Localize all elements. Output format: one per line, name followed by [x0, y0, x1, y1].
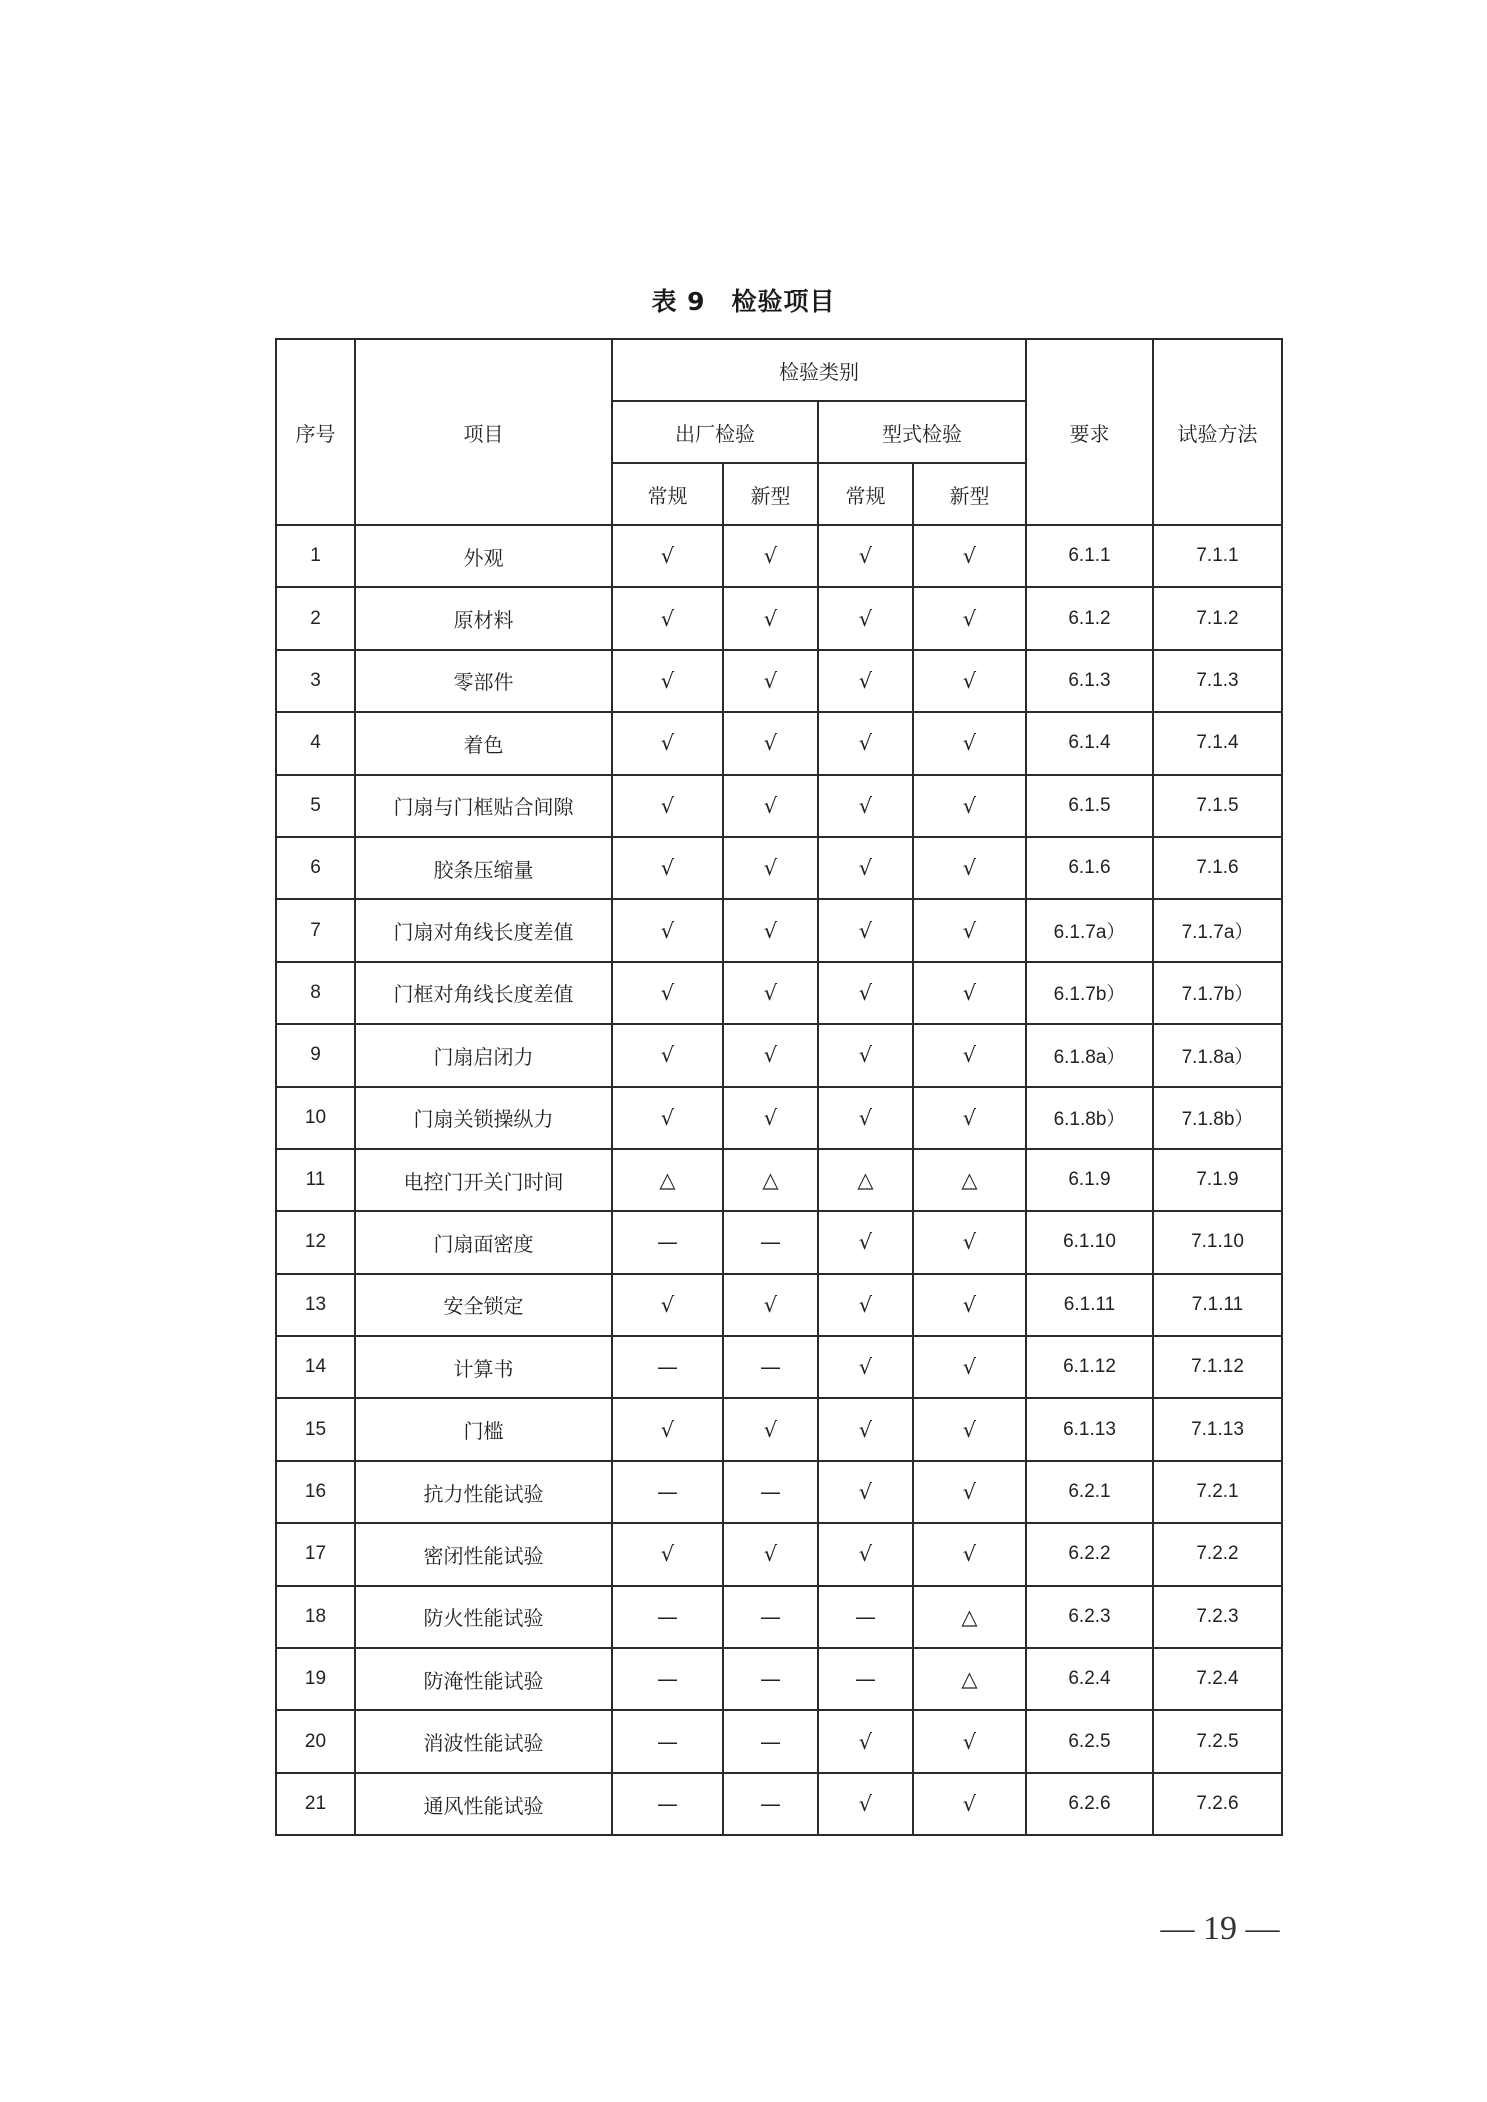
row-requirement-cell: 6.1.13: [1026, 1398, 1153, 1460]
row-type-regular-cell: √: [818, 1710, 913, 1772]
row-factory-new-cell: √: [723, 1274, 818, 1336]
row-type-new-cell: √: [913, 1398, 1026, 1460]
row-seq-cell: 10: [276, 1087, 355, 1149]
row-type-new-cell: √: [913, 962, 1026, 1024]
header-category: 检验类别: [612, 339, 1026, 401]
row-method-cell: 7.1.6: [1153, 837, 1282, 899]
table-row: [276, 1336, 1282, 1398]
row-type-regular-cell: √: [818, 1274, 913, 1336]
row-factory-regular-cell: —: [612, 1710, 723, 1772]
row-factory-new-cell: √: [723, 1398, 818, 1460]
row-method-cell: 7.2.4: [1153, 1648, 1282, 1710]
row-method-cell: 7.1.7b）: [1153, 962, 1282, 1024]
table-row: [276, 712, 1282, 774]
row-method-cell: 7.1.4: [1153, 712, 1282, 774]
row-requirement-cell: 6.1.6: [1026, 837, 1153, 899]
row-requirement-cell: 6.1.8a）: [1026, 1024, 1153, 1086]
row-factory-new-cell: △: [723, 1149, 818, 1211]
row-item-cell: 防淹性能试验: [355, 1648, 612, 1710]
row-item-cell: 抗力性能试验: [355, 1461, 612, 1523]
row-type-regular-cell: √: [818, 1336, 913, 1398]
table-row: [276, 1211, 1282, 1273]
row-seq-cell: 18: [276, 1586, 355, 1648]
header-requirement: 要求: [1026, 339, 1153, 525]
row-type-regular-cell: √: [818, 962, 913, 1024]
row-requirement-cell: 6.1.7a）: [1026, 899, 1153, 961]
table-row: [276, 1523, 1282, 1585]
row-method-cell: 7.1.1: [1153, 525, 1282, 587]
row-factory-new-cell: —: [723, 1648, 818, 1710]
row-seq-cell: 15: [276, 1398, 355, 1460]
row-seq-cell: 1: [276, 525, 355, 587]
row-factory-new-cell: √: [723, 899, 818, 961]
row-factory-new-cell: √: [723, 650, 818, 712]
row-type-new-cell: √: [913, 525, 1026, 587]
row-method-cell: 7.1.8b）: [1153, 1087, 1282, 1149]
row-seq-cell: 20: [276, 1710, 355, 1772]
row-method-cell: 7.1.12: [1153, 1336, 1282, 1398]
table-row: [276, 899, 1282, 961]
header-factory-new: 新型: [723, 463, 818, 525]
row-factory-new-cell: √: [723, 1024, 818, 1086]
inspection-items-table: [275, 338, 1283, 1836]
row-type-regular-cell: —: [818, 1648, 913, 1710]
row-factory-regular-cell: √: [612, 1024, 723, 1086]
row-factory-new-cell: —: [723, 1336, 818, 1398]
row-type-new-cell: √: [913, 712, 1026, 774]
row-seq-cell: 5: [276, 775, 355, 837]
row-requirement-cell: 6.2.6: [1026, 1773, 1153, 1835]
row-method-cell: 7.2.3: [1153, 1586, 1282, 1648]
row-factory-regular-cell: √: [612, 712, 723, 774]
row-factory-regular-cell: √: [612, 837, 723, 899]
row-item-cell: 门扇对角线长度差值: [355, 899, 612, 961]
row-requirement-cell: 6.1.3: [1026, 650, 1153, 712]
row-method-cell: 7.2.1: [1153, 1461, 1282, 1523]
row-requirement-cell: 6.1.9: [1026, 1149, 1153, 1211]
row-method-cell: 7.1.7a）: [1153, 899, 1282, 961]
table-row: [276, 1398, 1282, 1460]
row-item-cell: 零部件: [355, 650, 612, 712]
table-row: [276, 587, 1282, 649]
row-item-cell: 原材料: [355, 587, 612, 649]
row-factory-regular-cell: —: [612, 1211, 723, 1273]
row-requirement-cell: 6.1.1: [1026, 525, 1153, 587]
row-type-new-cell: √: [913, 899, 1026, 961]
header-type-regular: 常规: [818, 463, 913, 525]
row-item-cell: 门槛: [355, 1398, 612, 1460]
row-factory-new-cell: √: [723, 525, 818, 587]
table-row: [276, 1648, 1282, 1710]
row-factory-regular-cell: √: [612, 1398, 723, 1460]
table-row: [276, 1274, 1282, 1336]
row-factory-new-cell: √: [723, 962, 818, 1024]
row-requirement-cell: 6.1.7b）: [1026, 962, 1153, 1024]
row-factory-regular-cell: —: [612, 1648, 723, 1710]
row-type-regular-cell: √: [818, 525, 913, 587]
row-factory-new-cell: √: [723, 1087, 818, 1149]
row-type-regular-cell: √: [818, 837, 913, 899]
header-method: 试验方法: [1153, 339, 1282, 525]
table-row: [276, 525, 1282, 587]
row-factory-regular-cell: —: [612, 1586, 723, 1648]
header-item: 项目: [355, 339, 612, 525]
row-item-cell: 门扇与门框贴合间隙: [355, 775, 612, 837]
row-factory-regular-cell: √: [612, 899, 723, 961]
row-seq-cell: 3: [276, 650, 355, 712]
row-method-cell: 7.1.8a）: [1153, 1024, 1282, 1086]
table-row: [276, 1710, 1282, 1772]
header-type-inspection: 型式检验: [818, 401, 1026, 463]
row-method-cell: 7.1.3: [1153, 650, 1282, 712]
row-item-cell: 胶条压缩量: [355, 837, 612, 899]
row-type-new-cell: √: [913, 1523, 1026, 1585]
row-factory-regular-cell: √: [612, 525, 723, 587]
row-seq-cell: 4: [276, 712, 355, 774]
row-factory-regular-cell: √: [612, 650, 723, 712]
table-row: [276, 775, 1282, 837]
row-type-new-cell: △: [913, 1648, 1026, 1710]
row-type-new-cell: √: [913, 587, 1026, 649]
row-requirement-cell: 6.1.5: [1026, 775, 1153, 837]
row-seq-cell: 11: [276, 1149, 355, 1211]
row-factory-regular-cell: √: [612, 962, 723, 1024]
table-caption: [0, 282, 1487, 318]
row-item-cell: 门扇面密度: [355, 1211, 612, 1273]
row-item-cell: 安全锁定: [355, 1274, 612, 1336]
row-seq-cell: 9: [276, 1024, 355, 1086]
row-type-new-cell: √: [913, 1461, 1026, 1523]
row-type-regular-cell: √: [818, 1461, 913, 1523]
row-seq-cell: 17: [276, 1523, 355, 1585]
row-factory-regular-cell: △: [612, 1149, 723, 1211]
row-type-regular-cell: √: [818, 650, 913, 712]
row-item-cell: 密闭性能试验: [355, 1523, 612, 1585]
row-item-cell: 门框对角线长度差值: [355, 962, 612, 1024]
table-row: [276, 1461, 1282, 1523]
row-factory-new-cell: √: [723, 837, 818, 899]
row-requirement-cell: 6.2.3: [1026, 1586, 1153, 1648]
row-factory-regular-cell: √: [612, 1087, 723, 1149]
table-row: [276, 1773, 1282, 1835]
row-requirement-cell: 6.1.11: [1026, 1274, 1153, 1336]
row-type-new-cell: √: [913, 1087, 1026, 1149]
row-type-new-cell: √: [913, 650, 1026, 712]
row-factory-new-cell: √: [723, 775, 818, 837]
row-type-regular-cell: √: [818, 712, 913, 774]
row-requirement-cell: 6.2.5: [1026, 1710, 1153, 1772]
table-row: [276, 962, 1282, 1024]
row-factory-regular-cell: —: [612, 1773, 723, 1835]
row-type-new-cell: √: [913, 1211, 1026, 1273]
row-type-regular-cell: —: [818, 1586, 913, 1648]
table-row: [276, 1087, 1282, 1149]
row-type-new-cell: △: [913, 1586, 1026, 1648]
row-requirement-cell: 6.1.4: [1026, 712, 1153, 774]
row-factory-regular-cell: —: [612, 1336, 723, 1398]
row-requirement-cell: 6.1.12: [1026, 1336, 1153, 1398]
row-factory-new-cell: —: [723, 1710, 818, 1772]
row-factory-new-cell: —: [723, 1461, 818, 1523]
row-item-cell: 外观: [355, 525, 612, 587]
table-body: [276, 525, 1282, 1835]
row-requirement-cell: 6.1.2: [1026, 587, 1153, 649]
row-requirement-cell: 6.1.10: [1026, 1211, 1153, 1273]
row-factory-new-cell: —: [723, 1211, 818, 1273]
row-seq-cell: 8: [276, 962, 355, 1024]
row-item-cell: 电控门开关门时间: [355, 1149, 612, 1211]
row-type-regular-cell: √: [818, 1773, 913, 1835]
row-item-cell: 着色: [355, 712, 612, 774]
row-type-new-cell: √: [913, 1024, 1026, 1086]
table-header: [276, 339, 1282, 525]
row-type-regular-cell: √: [818, 899, 913, 961]
row-type-new-cell: √: [913, 775, 1026, 837]
row-type-regular-cell: √: [818, 1523, 913, 1585]
row-factory-regular-cell: √: [612, 775, 723, 837]
row-requirement-cell: 6.2.2: [1026, 1523, 1153, 1585]
row-factory-new-cell: √: [723, 587, 818, 649]
table-row: [276, 1024, 1282, 1086]
row-item-cell: 防火性能试验: [355, 1586, 612, 1648]
row-factory-new-cell: √: [723, 712, 818, 774]
row-seq-cell: 7: [276, 899, 355, 961]
row-method-cell: 7.1.11: [1153, 1274, 1282, 1336]
header-factory-regular: 常规: [612, 463, 723, 525]
row-type-new-cell: √: [913, 1274, 1026, 1336]
row-factory-new-cell: —: [723, 1586, 818, 1648]
row-seq-cell: 14: [276, 1336, 355, 1398]
table-row: [276, 837, 1282, 899]
row-seq-cell: 16: [276, 1461, 355, 1523]
header-factory-inspection: 出厂检验: [612, 401, 818, 463]
row-item-cell: 消波性能试验: [355, 1710, 612, 1772]
row-type-new-cell: △: [913, 1149, 1026, 1211]
row-method-cell: 7.1.13: [1153, 1398, 1282, 1460]
row-seq-cell: 19: [276, 1648, 355, 1710]
row-factory-regular-cell: √: [612, 587, 723, 649]
row-seq-cell: 13: [276, 1274, 355, 1336]
row-requirement-cell: 6.2.1: [1026, 1461, 1153, 1523]
row-type-regular-cell: √: [818, 1398, 913, 1460]
row-seq-cell: 2: [276, 587, 355, 649]
row-type-regular-cell: △: [818, 1149, 913, 1211]
row-type-regular-cell: √: [818, 1087, 913, 1149]
row-seq-cell: 6: [276, 837, 355, 899]
table-row: [276, 1586, 1282, 1648]
row-method-cell: 7.1.9: [1153, 1149, 1282, 1211]
row-seq-cell: 21: [276, 1773, 355, 1835]
row-factory-regular-cell: √: [612, 1274, 723, 1336]
row-type-regular-cell: √: [818, 775, 913, 837]
row-factory-regular-cell: √: [612, 1523, 723, 1585]
table-title: 检验项目: [731, 287, 836, 316]
page-number: — 19 —: [1160, 1910, 1280, 1947]
row-method-cell: 7.2.6: [1153, 1773, 1282, 1835]
row-type-new-cell: √: [913, 1336, 1026, 1398]
table-row: [276, 650, 1282, 712]
row-method-cell: 7.1.10: [1153, 1211, 1282, 1273]
row-item-cell: 门扇启闭力: [355, 1024, 612, 1086]
row-type-regular-cell: √: [818, 587, 913, 649]
row-method-cell: 7.2.5: [1153, 1710, 1282, 1772]
row-type-regular-cell: √: [818, 1024, 913, 1086]
row-requirement-cell: 6.1.8b）: [1026, 1087, 1153, 1149]
header-type-new: 新型: [913, 463, 1026, 525]
row-method-cell: 7.1.2: [1153, 587, 1282, 649]
row-type-new-cell: √: [913, 1710, 1026, 1772]
row-requirement-cell: 6.2.4: [1026, 1648, 1153, 1710]
header-seq: 序号: [276, 339, 355, 525]
row-factory-new-cell: —: [723, 1773, 818, 1835]
row-factory-new-cell: √: [723, 1523, 818, 1585]
row-method-cell: 7.1.5: [1153, 775, 1282, 837]
row-type-new-cell: √: [913, 837, 1026, 899]
row-type-regular-cell: √: [818, 1211, 913, 1273]
row-method-cell: 7.2.2: [1153, 1523, 1282, 1585]
row-type-new-cell: √: [913, 1773, 1026, 1835]
row-item-cell: 门扇关锁操纵力: [355, 1087, 612, 1149]
table-label: 表 9: [651, 287, 706, 316]
table-row: [276, 1149, 1282, 1211]
row-factory-regular-cell: —: [612, 1461, 723, 1523]
row-item-cell: 通风性能试验: [355, 1773, 612, 1835]
row-item-cell: 计算书: [355, 1336, 612, 1398]
row-seq-cell: 12: [276, 1211, 355, 1273]
